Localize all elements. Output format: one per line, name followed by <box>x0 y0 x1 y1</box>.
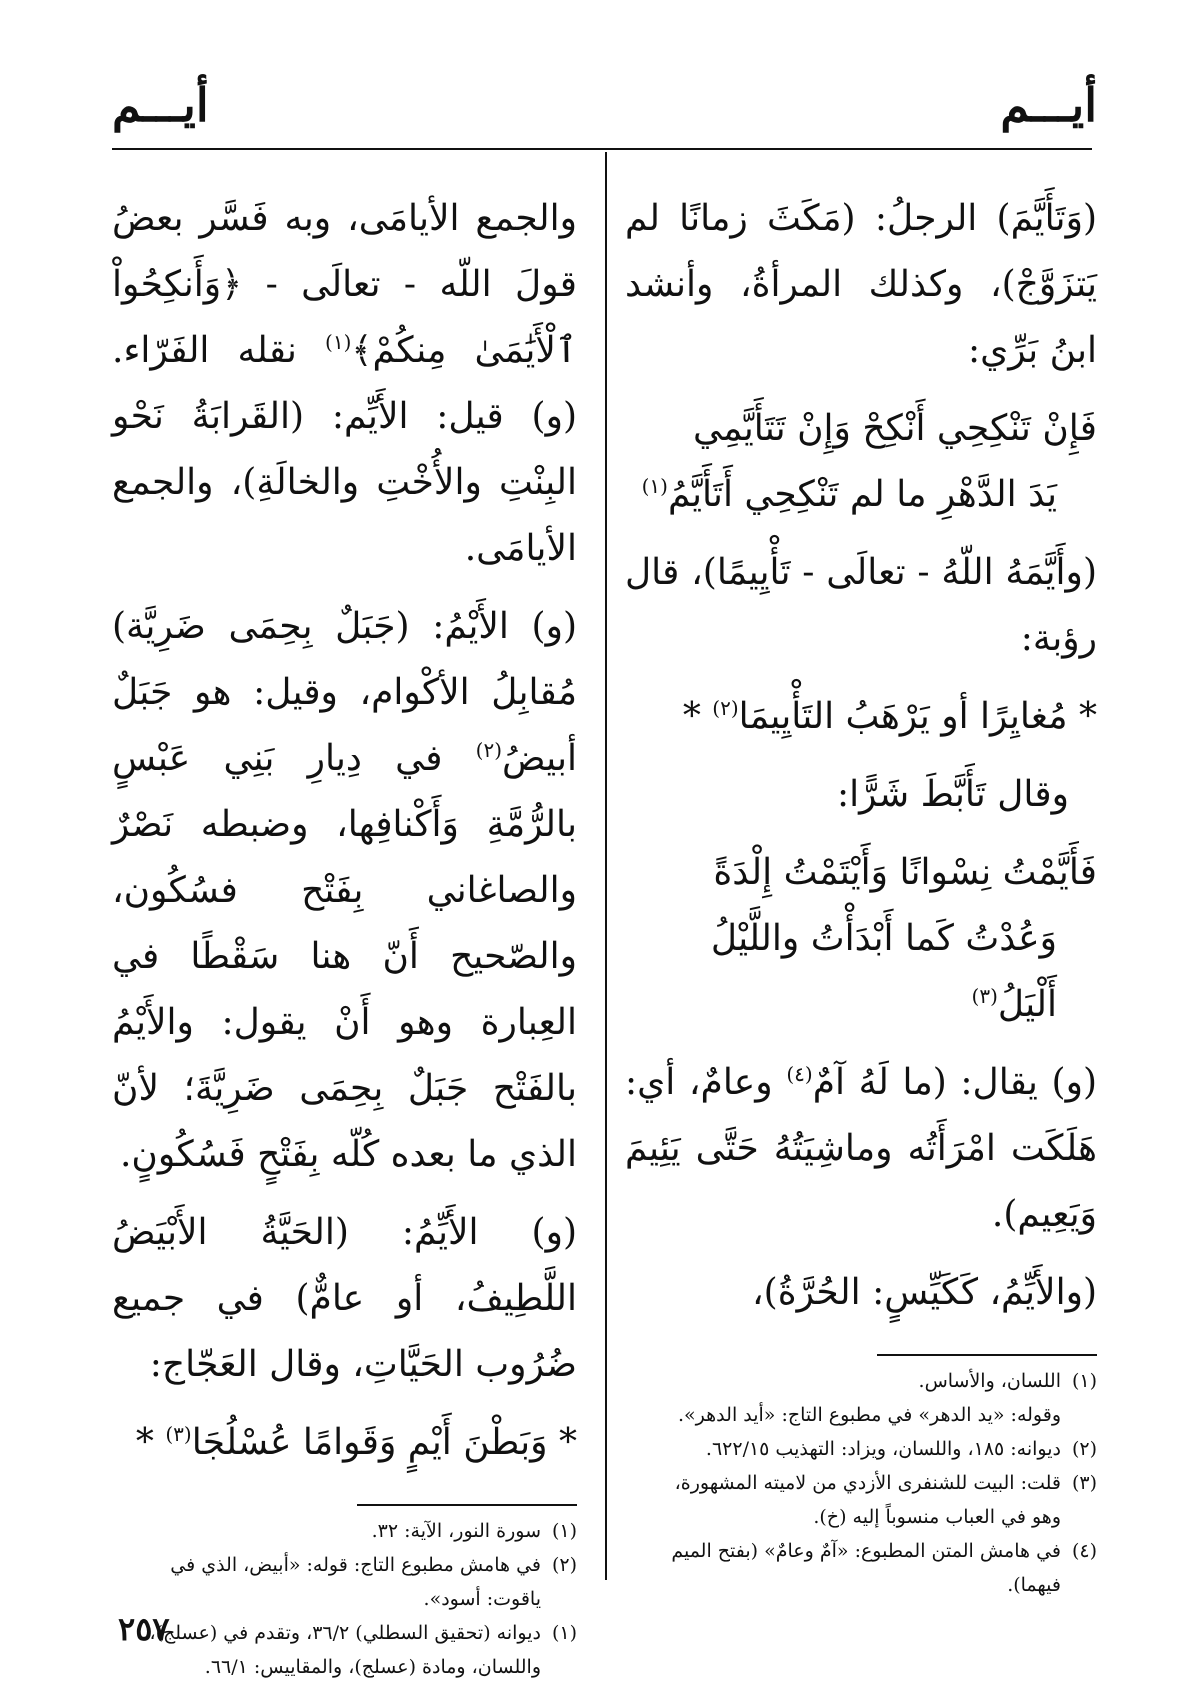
right-verse-2 <box>625 462 1097 528</box>
header-rule <box>112 148 1092 150</box>
right-paragraph-3: وقال تَأَبَّطَ شَرًّا: <box>837 774 1069 815</box>
footnote-text: اللسان، والأساس. <box>918 1370 1061 1392</box>
footnote-number: (١) <box>551 1520 577 1542</box>
right-verse-2-text: يَدَ الدَّهْرِ ما لم تَنْكِحِي أَتَأَيَّمُ <box>667 474 1057 515</box>
right-paragraph-4a: (و) يقال: (ما لَهُ آمٌ <box>812 1062 1098 1103</box>
footnote-continuation: وقوله: «يد الدهر» في مطبوع التاج: «أيد الدهر». <box>678 1404 1061 1426</box>
left-rajaz-end: * <box>135 1422 166 1463</box>
column-divider <box>605 152 607 1580</box>
right-rajaz-1-text: * مُغايِرًا أو يَرْهَبُ التَأْيِيمَا <box>738 696 1097 737</box>
footnote <box>625 1534 1097 1568</box>
footnote-ref: (٢) <box>712 696 739 720</box>
footnote <box>112 1616 577 1650</box>
left-paragraph-1 <box>112 186 577 582</box>
footnote-number: (٤) <box>1071 1540 1097 1562</box>
footnote-ref: (١) <box>325 330 352 354</box>
footnote-ref: (٣) <box>971 984 998 1008</box>
footnote-separator <box>357 1504 577 1506</box>
footnote-number: (١) <box>1071 1370 1097 1392</box>
right-paragraph-2: (وأَيَّمَهُ اللّهُ - تعالَى - تَأْيِيمًا)، قال رؤبة: <box>625 552 1097 659</box>
right-verse-4 <box>625 906 1097 1038</box>
footnote-continuation: فيهما). <box>1007 1574 1061 1596</box>
left-column <box>112 186 577 1684</box>
left-paragraph-2 <box>112 594 577 1188</box>
left-rajaz-text: * وَبَطْنَ أَيْمٍ وَقَوامًا عُسْلُجَا <box>191 1422 577 1463</box>
footnote-number: (١) <box>551 1622 577 1644</box>
right-paragraph-5: (والأَيِّمُ، كَكَيِّسٍ: الحُرَّةُ)، <box>752 1272 1097 1313</box>
footnote-text: سورة النور، الآية: ٣٢. <box>371 1520 541 1542</box>
left-paragraph-2a: (و) الأَيْمُ: (جَبَلٌ بِحِمَى ضَرِيَّة) مُقابِلُ الأكْوام، وقيل: هو جَبَلٌ أبيضُ <box>112 606 577 779</box>
footnote-text: قلت: البيت للشنفرى الأزدي من لاميته المشهورة، <box>674 1472 1061 1494</box>
footnote-text: في هامش المتن المطبوع: «آمٌ وعامٌ» (بفتح الميم <box>671 1540 1061 1562</box>
footnote-continuation: واللسان، ومادة (عسلج)، والمقاييس: ٦٦/١. <box>204 1656 541 1678</box>
right-verse-4-text: وَعُدْتُ كَما أَبْدَأْتُ واللَّيْلُ أَلْيَلُ <box>710 918 1057 1025</box>
footnote <box>112 1514 577 1548</box>
left-paragraph-1b: نقله الفَرّاء. (و) قيل: الأَيِّم: (القَرابَةُ نَحْو البِنْتِ والأُخْتِ والخالَةِ)، والجمع الأيامَى. <box>112 330 577 569</box>
footnote-text: ديوانه (تحقيق السطلي) ٣٦/٢، وتقدم في (عسلج)، <box>149 1622 541 1644</box>
left-rajaz <box>112 1410 577 1476</box>
footnote-number: (٣) <box>1071 1472 1097 1494</box>
page-number: ٢٥٧ <box>118 1610 170 1648</box>
right-rajaz-1 <box>625 684 1097 750</box>
right-verse-1: فَإِنْ تَنْكِحِي أَنْكِحْ وَإِنْ تَتَأَيَّمِي <box>692 408 1097 449</box>
footnote-text: ديوانه: ١٨٥، واللسان، ويزاد: التهذيب ٦٢٢/١٥. <box>705 1438 1061 1460</box>
right-paragraph-1: (وَتَأَيَّمَ) الرجلُ: (مَكَثَ زمانًا لم يَتزَوَّجْ)، وكذلك المرأةُ، وأنشد ابنُ بَرِّي: <box>625 198 1097 371</box>
right-paragraph-4b: وعامٌ، أي: هَلَكَت امْرَأَتُه وماشِيَتُهُ حَتَّى يَئِيمَ وَيَعِيم). <box>625 1062 1097 1235</box>
footnote-ref: (٤) <box>786 1062 813 1086</box>
footnote-continuation: ياقوت: أسود». <box>423 1588 541 1610</box>
right-verse-3: فَأَيَّمْتُ نِسْوانًا وَأَيْتَمْتُ إِلْدَةً <box>713 852 1097 893</box>
footnote-text: في هامش مطبوع التاج: قوله: «أبيض، الذي في <box>170 1554 541 1576</box>
footnote <box>112 1548 577 1582</box>
header-left-title: أيـــم <box>112 78 209 132</box>
left-footnotes <box>112 1514 577 1684</box>
footnote <box>625 1364 1097 1398</box>
footnote-continuation: وهو في العباب منسوباً إليه (خ). <box>813 1506 1061 1528</box>
left-paragraph-1a: والجمع الأيامَى، وبه فَسَّر بعضُ قولَ اللّه - تعالَى - ﴿وَأَنكِحُواْ ٱلْأَيَٰمَىٰ مِنكُمْ﴾ <box>112 198 577 371</box>
right-footnotes <box>625 1364 1097 1602</box>
footnote <box>625 1432 1097 1466</box>
left-paragraph-3: (و) الأَيِّمُ: (الحَيَّةُ الأَبْيَضُ اللَّطِيفُ، أو عامٌّ) في جميع ضُرُوب الحَيَّاتِ، وقال العَجّاج: <box>112 1212 577 1385</box>
footnote-ref: (١) <box>641 474 668 498</box>
footnote-ref: (٣) <box>165 1422 192 1446</box>
footnote-separator <box>877 1354 1097 1356</box>
right-rajaz-1-end: * <box>682 696 713 737</box>
footnote-number: (٢) <box>1071 1438 1097 1460</box>
right-column <box>625 186 1097 1602</box>
left-paragraph-2b: في دِيارِ بَنِي عَبْسٍ بالرُّمَّةِ وَأَكْنافِها، وضبطه نَصْرٌ والصاغاني بِفَتْح فسُكُون، والصّحيح أَنّ هنا سَقْطًا في العِبارة وهو أَنْ يقول: والأَيْمُ بالفَتْح جَبَلٌ بِحِمَى ضَرِيَّةَ؛ لأنّ الذي ما بعده كُلّه بِفَتْحٍ فَسُكُونٍ. <box>112 738 577 1175</box>
footnote-ref: (٢) <box>475 738 502 762</box>
header-right-title: أيـــم <box>1000 78 1097 132</box>
footnote <box>625 1466 1097 1500</box>
right-paragraph-4 <box>625 1050 1097 1248</box>
footnote-number: (٢) <box>551 1554 577 1576</box>
